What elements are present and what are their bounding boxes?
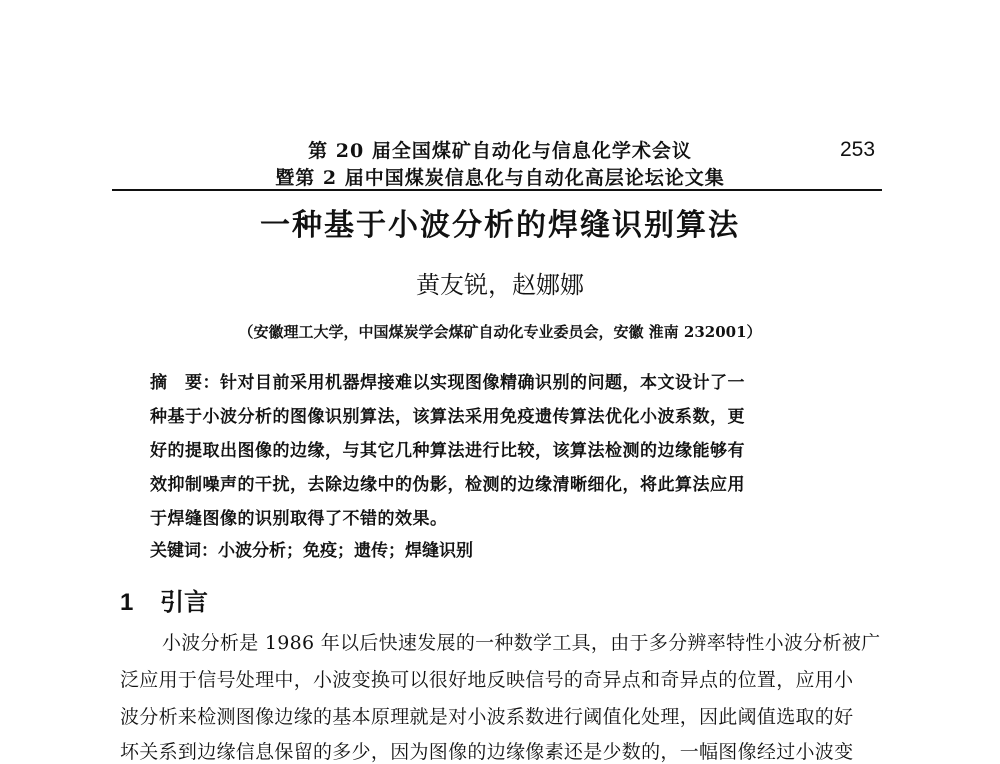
keywords (150, 536, 473, 561)
abstract-label: 摘 要： (150, 373, 220, 392)
conference-header-line2: 暨第 2 届中国煤炭信息化与自动化高层论坛论文集 (275, 167, 725, 189)
page-number: 253 (840, 138, 876, 161)
abstract-line: 种基于小波分析的图像识别算法，该算法采用免疫遗传算法优化小波系数，更 (150, 407, 745, 427)
section-heading (120, 582, 208, 617)
header-rule (112, 189, 882, 191)
body-line: 小波分析是 1986 年以后快速发展的一种数学工具，由于多分辨率特性小波分析被广 (162, 632, 881, 654)
conference-header-line1: 第 20 届全国煤矿自动化与信息化学术会议 (308, 140, 692, 162)
body-line: 坏关系到边缘信息保留的多少，因为图像的边缘像素还是少数的，一幅图像经过小波变 (120, 741, 854, 763)
article-title: 一种基于小波分析的焊缝识别算法 (260, 208, 740, 243)
section-number: 1 (120, 589, 134, 616)
abstract-line (150, 368, 850, 393)
abstract-line: 好的提取出图像的边缘，与其它几种算法进行比较，该算法检测的边缘能够有 (150, 441, 745, 461)
abstract-line: 于焊缝图像的识别取得了不错的效果。 (150, 509, 448, 529)
keywords-label: 关键词： (150, 541, 218, 560)
section-title: 引言 (160, 589, 208, 616)
author-affiliation: （安徽理工大学，中国煤炭学会煤矿自动化专业委员会，安徽 淮南 232001） (238, 323, 762, 341)
article-authors: 黄友锐，赵娜娜 (416, 271, 584, 299)
keywords-text: 小波分析；免疫；遗传；焊缝识别 (218, 541, 473, 561)
body-line: 波分析来检测图像边缘的基本原理就是对小波系数进行阈值化处理，因此阈值选取的好 (120, 706, 854, 728)
abstract-line: 效抑制噪声的干扰，去除边缘中的伪影，检测的边缘清晰细化，将此算法应用 (150, 475, 745, 495)
abstract-text: 针对目前采用机器焊接难以实现图像精确识别的问题，本文设计了一 (220, 373, 745, 393)
body-line: 泛应用于信号处理中，小波变换可以很好地反映信号的奇异点和奇异点的位置，应用小 (120, 669, 854, 691)
